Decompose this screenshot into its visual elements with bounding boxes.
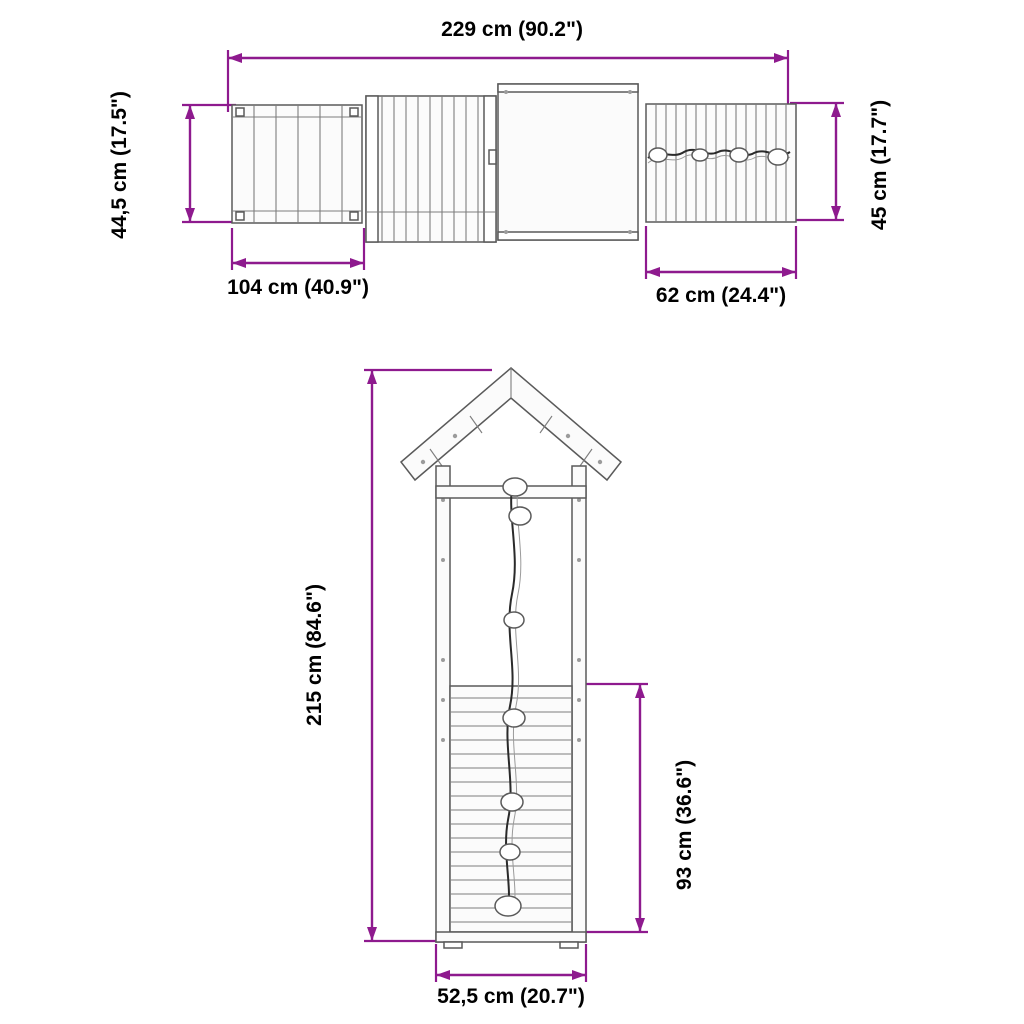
dim-label-right-height: 45 cm (17.7") [868, 99, 891, 231]
tower-view-group [364, 368, 648, 982]
dim-label-left-width: 104 cm (40.9") [227, 276, 369, 299]
dim-label-tower-height: 215 cm (84.6") [303, 584, 326, 726]
dim-left-height [182, 105, 236, 222]
left-ladder-structure [232, 105, 362, 223]
dim-right-height [790, 103, 844, 220]
dim-label-overall-width: 229 cm (90.2") [441, 18, 583, 41]
dim-label-tower-lower-height: 93 cm (36.6") [673, 759, 696, 891]
dim-left-width [232, 228, 364, 270]
tower-base-feet [436, 932, 586, 948]
slide-panel [366, 96, 496, 242]
dim-label-tower-width: 52,5 cm (20.7") [437, 985, 585, 1008]
tower-roof [401, 368, 621, 480]
top-view-group [182, 50, 844, 279]
dim-label-right-width: 62 cm (24.4") [655, 284, 787, 307]
center-tower-body [498, 84, 638, 240]
dim-tower-width [436, 944, 586, 982]
dim-tower-lower-height [580, 684, 648, 932]
dim-right-width [646, 226, 796, 279]
dim-label-left-height: 44,5 cm (17.5") [108, 91, 131, 239]
